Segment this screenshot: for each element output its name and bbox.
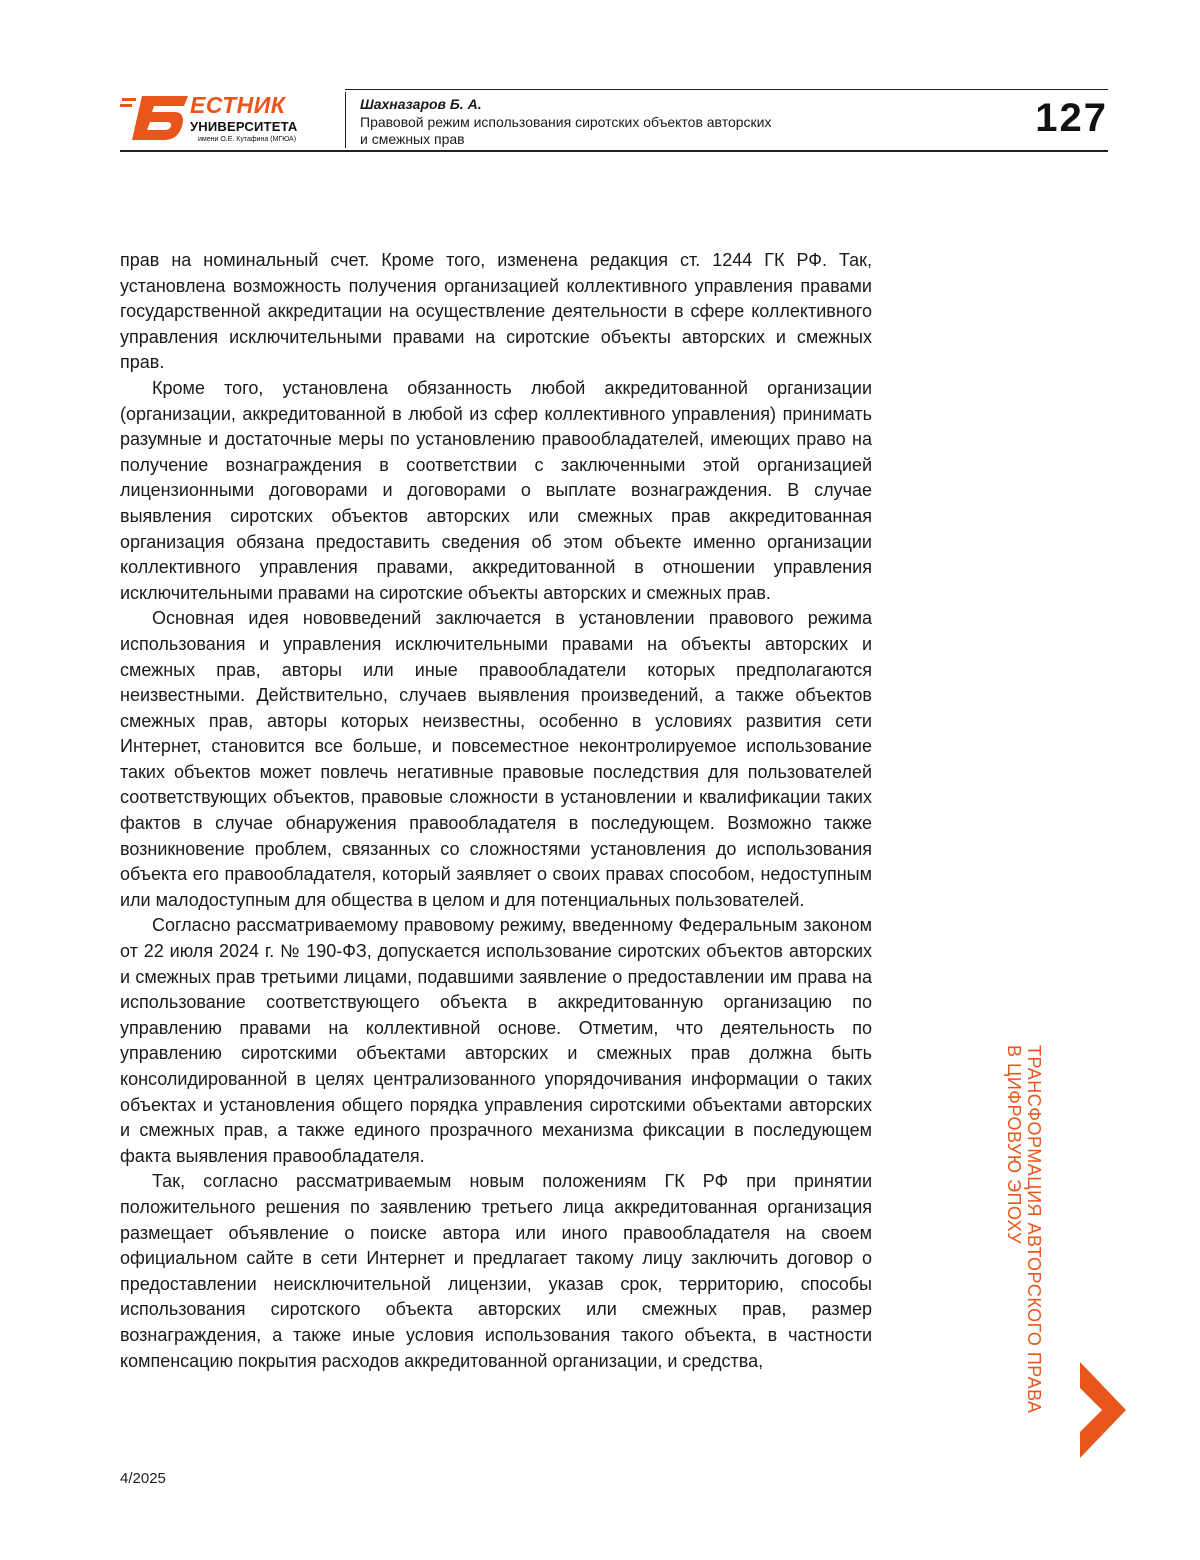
paragraph: прав на номинальный счет. Кроме того, изменена редакция ст. 1244 ГК РФ. Так, установлена возможность получения организацией коллективного управления правами государственной аккредитации на осуществление деятельности в сфере коллективного управления исключительными правами на сиротские объекты авторских и смежных прав. — [120, 248, 872, 376]
logo-tagline: имени О.Е. Кутафина (МГЮА) — [198, 136, 296, 143]
paragraph: Так, согласно рассматриваемым новым положениям ГК РФ при принятии положительного решения по заявлению третьего лица аккредитованная организация размещает объявление о поиске автора или иного правообладателя на своем официальном сайте в сети Интернет и предлагает такому лицу заключить договор о предоставлении неисключительной лицензии, указав срок, территорию, способы использования сиротского объекта авторских или смежных прав, размер вознаграждения, а также иные условия использования такого объекта, в частности компенсацию покрытия расходов аккредитованной организации, и средства, — [120, 1169, 872, 1374]
header-top-rule — [345, 89, 1108, 90]
journal-logo — [120, 92, 320, 150]
paragraph: Основная идея нововведений заключается в установлении правового режима использования и управления исключительными правами на объекты авторских и смежных прав, авторы или иные правообладатели которых предполагаются неизвестными. Действительно, случаев выявления произведений, а также объектов смежных прав, авторы которых неизвестны, особенно в условиях развития сети Интернет, становится все больше, и повсеместное неконтролируемое использование таких объектов может повлечь негативные правовые последствия для пользователей соответствующих объектов, правовые сложности в установлении и квалификации таких фактов в случае обнаружения правообладателя в последующем. Возможно также возникновение проблем, связанных со сложностями установления до использования объекта его правообладателя, который заявляет о своих правах способом, недоступным или малодоступным для общества в целом и для потенциальных пользователей. — [120, 606, 872, 913]
journal-logo-mark-icon — [120, 92, 190, 150]
issue-number: 4/2025 — [120, 1470, 166, 1487]
article-body — [120, 248, 872, 1374]
rubric-arrow-icon — [1076, 1362, 1130, 1458]
section-rubric-text: ТРАНСФОРМАЦИЯ АВТОРСКОГО ПРАВА В ЦИФРОВУЮ ЭПОХУ — [1004, 1045, 1044, 1415]
header-divider — [345, 92, 346, 148]
header-bottom-rule — [120, 150, 1108, 152]
logo-subtitle: УНИВЕРСИТЕТА — [190, 119, 297, 134]
section-rubric — [1000, 1045, 1044, 1415]
paragraph: Кроме того, установлена обязанность любой аккредитованной организации (организации, аккредитованной в любой из сфер коллективного управления) принимать разумные и достаточные меры по установлению правообладателей, имеющих право на получение вознаграждения в соответствии с заключенными этой организацией лицензионными договорами и договорами о выплате вознаграждения. В случае выявления сиротских объектов авторских или смежных прав аккредитованная организация обязана предоставить сведения об этом объекте именно организации коллективного управления правами, аккредитованной в отношении управления исключительными правами на сиротские объекты авторских и смежных прав. — [120, 376, 872, 606]
running-head-title: Правовой режим использования сиротских объектов авторских и смежных прав — [360, 114, 780, 148]
page-number: 127 — [1035, 96, 1108, 141]
logo-title: ЕСТНИК — [190, 92, 285, 119]
paragraph: Согласно рассматриваемому правовому режиму, введенному Федеральным законом от 22 июля 2024 г. № 190-ФЗ, допускается использование сиротских объектов авторских и смежных прав третьими лицами, подавшими заявление о предоставлении им права на использование соответствующего объекта в аккредитованную организацию по управлению правами на коллективной основе. Отметим, что деятельность по управлению сиротскими объектами авторских и смежных прав должна быть консолидированной в целях централизованного упорядочивания информации о таких объектах и установления общего порядка управления сиротскими объектами авторских и смежных прав, а также единого прозрачного механизма фиксации в последующем факта выявления правообладателя. — [120, 913, 872, 1169]
running-head-author: Шахназаров Б. А. — [360, 96, 482, 112]
